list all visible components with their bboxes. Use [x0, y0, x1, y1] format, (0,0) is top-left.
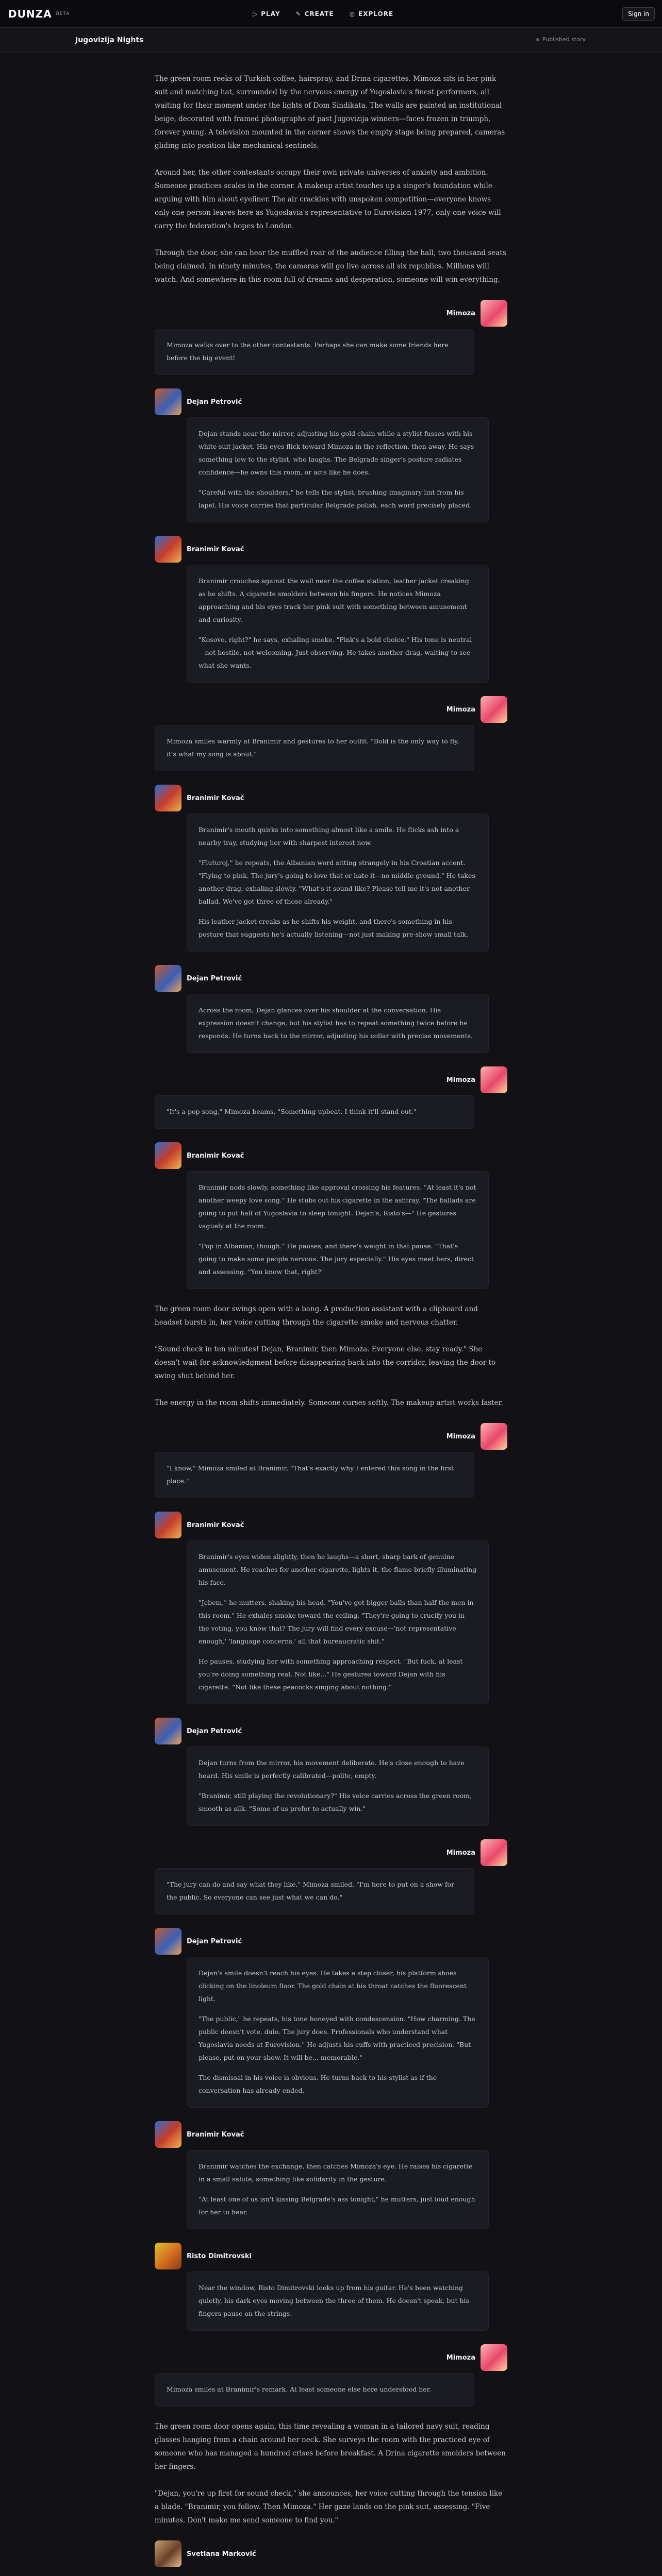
character-name: Mimoza — [446, 309, 475, 317]
create-icon: ✎ — [295, 10, 302, 18]
message-header — [155, 696, 507, 723]
avatar[interactable] — [481, 1066, 507, 1093]
message-paragraph: "Pop in Albanian, though." He pauses, and there's weight in that pause. "That's going to make some people nervous. The jury especially." His eyes meet hers, direct and assessing. "You know that, right?" — [198, 1242, 474, 1276]
avatar[interactable] — [481, 300, 507, 327]
narration-paragraph: Around her, the other contestants occupy their own private universes of anxiety and ambition. Someone practices scales in the corner. A makeup artist touches up a singer's foundation while arguing with him about eyeliner. The air crackles with unspoken competition—everyone knows only one person leaves here as Yugoslavia's representative to Eurovision 1977, only one voice will carry the federation's hopes to London. — [155, 168, 501, 230]
avatar[interactable] — [155, 388, 181, 415]
message — [155, 1928, 507, 2108]
message — [155, 2243, 507, 2331]
avatar[interactable] — [155, 965, 181, 992]
story-status-label: Published story — [542, 36, 586, 43]
avatar[interactable] — [155, 2121, 181, 2148]
message — [155, 536, 507, 683]
character-name: Dejan Petrović — [187, 398, 242, 406]
nav-create-label: CREATE — [304, 10, 334, 18]
message-header — [155, 536, 507, 563]
message-bubble — [187, 2272, 489, 2331]
message — [155, 965, 507, 1053]
message-bubble — [155, 2373, 474, 2406]
narration-paragraph: "Dejan, you're up first for sound check," she announces, her voice cutting through the tension like a blade. "Branimir, you follow. Then Mimoza." Her gaze lands on the pink suit, assessing. "Five minutes. Don't make me send someone to find you." — [155, 2489, 503, 2524]
message-paragraph: Dejan stands near the mirror, adjusting his gold chain while a stylist fusses with his white suit jacket. His eyes flick toward Mimoza in the reflection, then away. He says something low to the stylist, who laughs. The Belgrade singer's posture radiates confidence—he owns this room, or acts like he does. — [198, 430, 474, 476]
message — [155, 1066, 507, 1129]
character-name: Mimoza — [446, 1076, 475, 1084]
explore-icon: ◎ — [349, 10, 356, 18]
avatar[interactable] — [481, 1423, 507, 1450]
message-paragraph: He pauses, studying her with something approaching respect. "But fuck, at least you're doing something real. Not like..." He gestures toward Dejan with his cigarette. "Not like these peacocks singing about nothing." — [198, 1657, 463, 1691]
story-title: Jugovizija Nights — [75, 36, 144, 44]
nav-play[interactable] — [253, 10, 280, 18]
narration-paragraph: The green room reeks of Turkish coffee, hairspray, and Drina cigarettes. Mimoza sits in her pink suit and matching hat, surrounded by the nervous energy of Yugoslavia's finest performers, all waiting for their moment under the lights of Dom Sindikata. The walls are painted an institutional beige, decorated with framed photographs of past Jugovizija winners—faces frozen in triumph, forever young. A television mounted in the corner shows the empty stage being prepared, cameras gliding into position like mechanical sentinels. — [155, 75, 505, 150]
sign-in-button[interactable]: Sign in — [622, 7, 655, 21]
message-header — [155, 965, 507, 992]
message-paragraph: "Careful with the shoulders," he tells the stylist, brushing imaginary lint from his lapel. His voice carries that particular Belgrade polish, each word precisely placed. — [198, 488, 472, 509]
message-paragraph: Dejan turns from the mirror, his movement deliberate. He's close enough to have heard. His smile is perfectly calibrated—polite, empty. — [198, 1759, 465, 1780]
message-bubble — [187, 1957, 489, 2108]
message-header — [155, 1718, 507, 1744]
message-bubble — [187, 1171, 489, 1289]
character-name: Mimoza — [446, 705, 475, 714]
message-paragraph: "The jury can do and say what they like," Mimoza smiled, "I'm here to put on a show for the public. So everyone can see just what we can do." — [167, 1880, 455, 1901]
message-paragraph: Mimoza smiles at Branimir's remark. At least someone else here understood her. — [167, 2385, 432, 2393]
avatar[interactable] — [481, 2344, 507, 2371]
character-name: Mimoza — [446, 1849, 475, 1857]
character-name: Mimoza — [446, 1432, 475, 1440]
message-header — [155, 2540, 507, 2567]
message — [155, 2121, 507, 2229]
avatar[interactable] — [155, 2540, 181, 2567]
message-paragraph: "I know," Mimoza smiled at Branimir, "That's exactly why I entered this song in the first place." — [167, 1464, 454, 1485]
character-name: Mimoza — [446, 2353, 475, 2362]
avatar[interactable] — [481, 696, 507, 723]
message-paragraph: Branimir crouches against the wall near the coffee station, leather jacket creaking as he shifts. A cigarette smolders between his fingers. He notices Mimoza approaching and his eyes track her pink suit with something between amusement and curiosity. — [198, 577, 469, 623]
nav-explore-label: EXPLORE — [358, 10, 394, 18]
message-bubble — [187, 1540, 489, 1704]
message-paragraph: "At least one of us isn't kissing Belgrade's ass tonight," he mutters, just loud enough for her to hear. — [198, 2195, 475, 2216]
message-paragraph: "It's a pop song," Mimoza beams, "Something upbeat. I think it'll stand out." — [167, 1108, 417, 1115]
nav-explore[interactable] — [350, 10, 394, 18]
avatar[interactable] — [155, 1928, 181, 1955]
message-header — [155, 1928, 507, 1955]
message — [155, 1423, 507, 1498]
top-navigation-bar — [0, 0, 662, 28]
message-header — [155, 1142, 507, 1169]
message-header — [155, 2344, 507, 2371]
message-header — [155, 1512, 507, 1538]
message — [155, 300, 507, 375]
message — [155, 1142, 507, 1289]
message-paragraph: The dismissal in his voice is obvious. He turns back to his stylist as if the conversation has already ended. — [198, 2074, 437, 2094]
message-header — [155, 2121, 507, 2148]
character-name: Branimir Kovač — [187, 794, 244, 802]
character-name: Risto Dimitrovski — [187, 2252, 252, 2260]
message-paragraph: Branimir's eyes widen slightly, then he laughs—a short, sharp bark of genuine amusement. He reaches for another cigarette, lights it, the flame briefly illuminating his face. — [198, 1553, 477, 1586]
message-header — [155, 300, 507, 327]
message — [155, 1512, 507, 1704]
character-name: Branimir Kovač — [187, 545, 244, 553]
nav-create[interactable] — [296, 10, 334, 18]
message-paragraph: Branimir nods slowly, something like approval crossing his features. "At least it's not another weepy love song." He stubs out his cigarette in the ashtray. "The ballads are going to put half of Yugoslavia to sleep tonight. Dejan's, Risto's—" He gestures vaguely at the room. — [198, 1183, 476, 1230]
character-name: Branimir Kovač — [187, 1521, 244, 1529]
message — [155, 1839, 507, 1914]
character-name: Dejan Petrović — [187, 1727, 242, 1735]
message-header — [155, 1423, 507, 1450]
story-content — [155, 72, 507, 2576]
message-paragraph: Mimoza smiles warmly at Branimir and gestures to her outfit. "Bold is the only way to fly, it's what my song is about." — [167, 737, 459, 758]
message-bubble — [155, 329, 474, 375]
status-dot-icon — [536, 38, 539, 41]
avatar[interactable] — [155, 1142, 181, 1169]
message-paragraph: "Branimir, still playing the revolutionary?" His voice carries across the green room, smooth as silk. "Some of us prefer to actually win." — [198, 1792, 472, 1812]
message-bubble — [155, 1452, 474, 1498]
message — [155, 2344, 507, 2406]
message-bubble — [187, 417, 489, 522]
narration-paragraph: "Sound check in ten minutes! Dejan, Branimir, then Mimoza. Everyone else, stay ready." She doesn't wait for acknowledgment before disappearing back into the corridor, leaving the door to swing shut behind her. — [155, 1345, 496, 1380]
message-paragraph: Mimoza walks over to the other contestants. Perhaps she can make some friends here before the big event! — [167, 341, 449, 362]
narration-paragraph: The green room door opens again, this time revealing a woman in a tailored navy suit, reading glasses hanging from a chain around her neck. She surveys the room with the practiced eye of someone who has managed a hundred crises before breakfast. A Drina cigarette smolders between her fingers. — [155, 2422, 506, 2471]
message — [155, 696, 507, 771]
message-header — [155, 1066, 507, 1093]
message — [155, 2540, 507, 2567]
character-name: Branimir Kovač — [187, 1151, 244, 1160]
avatar[interactable] — [481, 1839, 507, 1866]
message-bubble — [187, 994, 489, 1053]
message-paragraph: Across the room, Dejan glances over his shoulder at the conversation. His expression doesn't change, but his stylist has to repeat something twice before he responds. He turns back to the mirror, adjusting his collar with precise movements. — [198, 1006, 473, 1040]
narration-paragraph: Through the door, she can hear the muffled roar of the audience filling the hall, two thousand seats being claimed. In ninety minutes, the cameras will go live across all six republics. Millions will watch. And somewhere in this room full of dreams and desperation, someone will win everything. — [155, 249, 506, 284]
narration-paragraph: The green room door swings open with a bang. A production assistant with a clipboard and headset bursts in, her voice cutting through the cigarette smoke and nervous chatter. — [155, 1305, 478, 1327]
character-name: Dejan Petrović — [187, 974, 242, 982]
narration-paragraph: The energy in the room shifts immediately. Someone curses softly. The makeup artist works faster. — [155, 1399, 503, 1407]
nav-play-label: PLAY — [261, 10, 280, 18]
character-name: Svetlana Marković — [187, 2550, 256, 2558]
message-header — [155, 388, 507, 415]
avatar[interactable] — [155, 785, 181, 811]
avatar[interactable] — [155, 1718, 181, 1744]
message-paragraph: Dejan's smile doesn't reach his eyes. He takes a step closer, his platform shoes clicking on the linoleum floor. The gold chain at his throat catches the fluorescent light. — [198, 1969, 467, 2003]
message-bubble — [187, 1747, 489, 1826]
message — [155, 1718, 507, 1826]
character-name: Branimir Kovač — [187, 2130, 244, 2139]
message-bubble — [187, 565, 489, 683]
message-bubble — [155, 1095, 474, 1129]
message-header — [155, 1839, 507, 1866]
message-paragraph: "The public," he repeats, his tone honeyed with condescension. "How charming. The public doesn't vote, dulo. The jury does. Professionals who understand what Yugoslavia needs at Eurovision." He adjusts his cuffs with practiced precision. "But please, put on your show. It will be... memorable." — [198, 2015, 475, 2061]
avatar[interactable] — [155, 1512, 181, 1538]
message-paragraph: His leather jacket creaks as he shifts his weight, and there's something in his posture that suggests he's actually listening—not just making pre-show small talk. — [198, 918, 469, 938]
beta-badge: BETA — [56, 11, 70, 16]
message-paragraph: "Kosovo, right?" he says, exhaling smoke. "Pink's a bold choice." His tone is neutral—not hostile, not welcoming. Just observing. He takes another drag, waiting to see what she wants. — [198, 636, 472, 669]
message — [155, 785, 507, 952]
message-header — [155, 785, 507, 811]
message-paragraph: "Jebem," he mutters, shaking his head. "You've got bigger balls than half the men in this room." He exhales smoke toward the ceiling. "They're going to crucify you in the voting, you know that? The jury will find every excuse—'not representative enough,' 'language concerns,' all that bureaucratic shit." — [198, 1599, 474, 1645]
message-bubble — [155, 725, 474, 771]
main-nav — [253, 0, 393, 28]
app-logo[interactable]: DUNZA — [8, 7, 52, 20]
message-bubble — [155, 1868, 474, 1914]
avatar[interactable] — [155, 2243, 181, 2269]
play-icon: ▷ — [253, 10, 258, 18]
message-paragraph: "Fluturoj," he repeats, the Albanian word sitting strangely in his Croatian accent. "Flying to pink. The jury's going to love that or hate it—no middle ground." He takes another drag, exhaling slowly. "What's it sound like? Please tell me it's not another ballad. We've got three of those already." — [198, 859, 475, 905]
message-header — [155, 2243, 507, 2269]
message-paragraph: Branimir watches the exchange, then catches Mimoza's eye. He raises his cigarette in a small salute, something like solidarity in the gesture. — [198, 2162, 473, 2183]
message-paragraph: Near the window, Risto Dimitrovski looks up from his guitar. He's been watching quietly, his dark eyes moving between the three of them. He doesn't speak, but his fingers pause on the strings. — [198, 2284, 469, 2317]
message — [155, 388, 507, 522]
character-name: Dejan Petrović — [187, 1937, 242, 1945]
avatar[interactable] — [155, 536, 181, 563]
story-status — [536, 36, 586, 43]
message-paragraph: Branimir's mouth quirks into something almost like a smile. He flicks ash into a nearby tray, studying her with sharpest interest now. — [198, 826, 459, 846]
message-bubble — [187, 2150, 489, 2229]
message-bubble — [187, 814, 489, 952]
